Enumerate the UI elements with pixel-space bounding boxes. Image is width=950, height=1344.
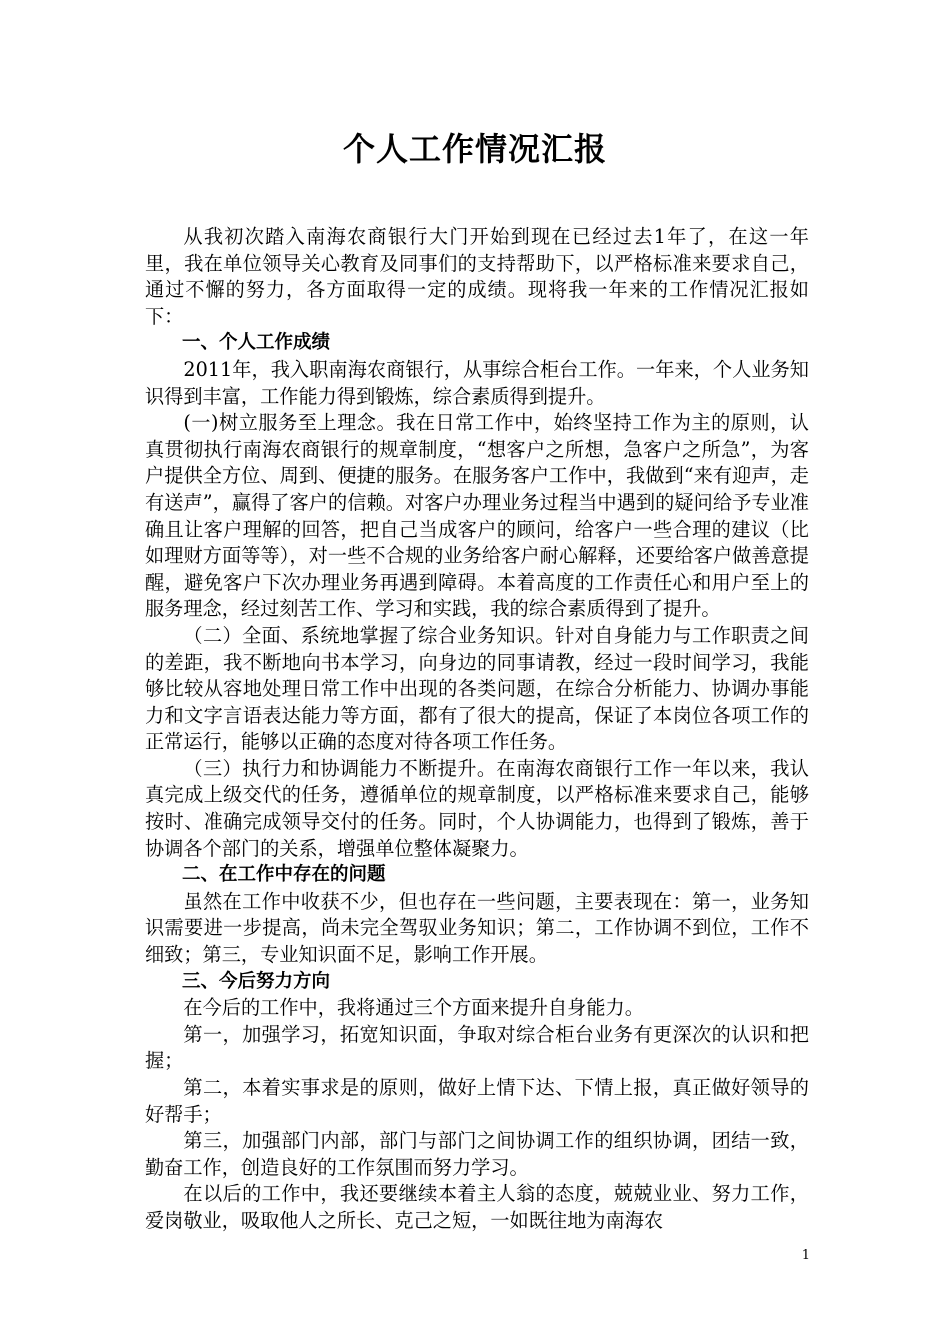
service-philosophy-paragraph: (一)树立服务至上理念。我在日常工作中，始终坚持工作为主的原则，认真贯彻执行南海农商银行的规章制度，“想客户之所想，急客户之所急”，为客户提供全方位、周到、便捷的服务。在服务客户工作中，我做到“来有迎声，走有送声”，赢得了客户的信赖。对客户办理业务过程当中遇到的疑问给予专业准确且让客户理解的回答，把自己当成客户的顾问，给客户一些合理的建议（比如理财方面等等），对一些不合规的业务给客户耐心解释，还要给客户做善意提醒，避免客户下次办理业务再遇到障碍。本着高度的工作责任心和用户至上的服务理念，经过刻苦工作、学习和实践，我的综合素质得到了提升。: [145, 411, 809, 621]
problems-paragraph: 虽然在工作中收获不少，但也存在一些问题，主要表现在：第一，业务知识需要进一步提高，尚未完全驾驭业务知识；第二，工作协调不到位，工作不细致；第三，专业知识面不足，影响工作开展。: [145, 889, 809, 967]
execution-coordination-paragraph: （三）执行力和协调能力不断提升。在南海农商银行工作一年以来，我认真完成上级交代的任务，遵循单位的规章制度，以严格标准来要求自己，能够按时、准确完成领导交付的任务。同时，个人协调能力，也得到了锻炼，善于协调各个部门的关系，增强单位整体凝聚力。: [145, 756, 809, 860]
business-knowledge-paragraph: （二）全面、系统地掌握了综合业务知识。针对自身能力与工作职责之间的差距，我不断地向书本学习，向身边的同事请教，经过一段时间学习，我能够比较从容地处理日常工作中出现的各类问题，在综合分析能力、协调办事能力和文字言语表达能力等方面，都有了很大的提高，保证了本岗位各项工作的正常运行，能够以正确的态度对待各项工作任务。: [145, 623, 809, 754]
closing-paragraph: 在以后的工作中，我还要继续本着主人翁的态度，兢兢业业、努力工作，爱岗敬业，吸取他人之所长、克己之短，一如既往地为南海农: [145, 1182, 809, 1232]
achievements-summary-paragraph: 2011年，我入职南海农商银行，从事综合柜台工作。一年来，个人业务知识得到丰富，工作能力得到锻炼，综合素质得到提升。: [145, 357, 809, 408]
intro-paragraph: 从我初次踏入南海农商银行大门开始到现在已经过去1年了，在这一年里，我在单位领导关心教育及同事们的支持帮助下，以严格标准来要求自己，通过不懈的努力，各方面取得一定的成绩。现将我一年来的工作情况汇报如下：: [145, 225, 809, 328]
page-number: 1: [801, 1248, 810, 1263]
section-heading-achievements: 一、个人工作成绩: [182, 332, 331, 354]
section-heading-future: 三、今后努力方向: [182, 970, 331, 992]
future-point-three: 第三，加强部门内部，部门与部门之间协调工作的组织协调，团结一致，勤奋工作，创造良好的工作氛围而努力学习。: [145, 1129, 809, 1179]
future-point-two: 第二，本着实事求是的原则，做好上情下达、下情上报，真正做好领导的好帮手；: [145, 1076, 809, 1126]
document-title: 个人工作情况汇报: [342, 130, 607, 168]
future-intro-paragraph: 在今后的工作中，我将通过三个方面来提升自身能力。: [183, 996, 644, 1020]
section-heading-problems: 二、在工作中存在的问题: [182, 864, 386, 886]
future-point-one: 第一，加强学习，拓宽知识面，争取对综合柜台业务有更深次的认识和把握；: [145, 1022, 809, 1073]
document-body: [145, 224, 809, 1235]
